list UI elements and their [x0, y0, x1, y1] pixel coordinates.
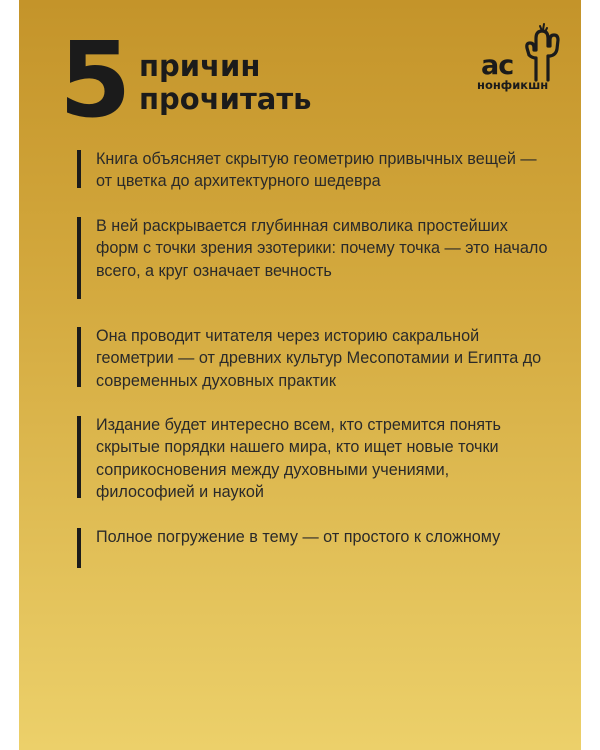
reason-text: Полное погружение в тему — от простого к сложному — [96, 528, 501, 546]
logo-subtitle: нонфикшн — [477, 78, 549, 92]
reason-text: Издание будет интересно всем, кто стремится понять скрытые порядки нашего мира, кто ищет новые точки соприкосновения между духовными учениями, философией и наукой — [96, 416, 501, 501]
headline — [139, 50, 311, 116]
reasons-card — [19, 0, 581, 750]
reason-text: Она проводит читателя через историю сакральной геометрии — от древних культур Месопотамии и Египта до современных духовных практик — [96, 327, 542, 390]
reason-bar — [77, 416, 81, 498]
reason-text: В ней раскрывается глубинная символика простейших форм с точки зрения эзотерики: почему точка — это начало всего, а круг означает вечность — [96, 217, 548, 280]
logo-brand: ас — [481, 50, 514, 81]
headline-line-1: причин — [139, 49, 261, 83]
publisher-logo — [474, 22, 564, 100]
headline-line-2: прочитать — [139, 82, 312, 116]
reason-bar — [77, 528, 81, 568]
reason-text: Книга объясняет скрытую геометрию привычных вещей — от цветка до архитектурного шедевра — [96, 150, 537, 191]
reason-bar — [77, 217, 81, 299]
reasons-count: 5 — [59, 19, 130, 141]
reason-bar — [77, 150, 81, 188]
reason-bar — [77, 327, 81, 387]
